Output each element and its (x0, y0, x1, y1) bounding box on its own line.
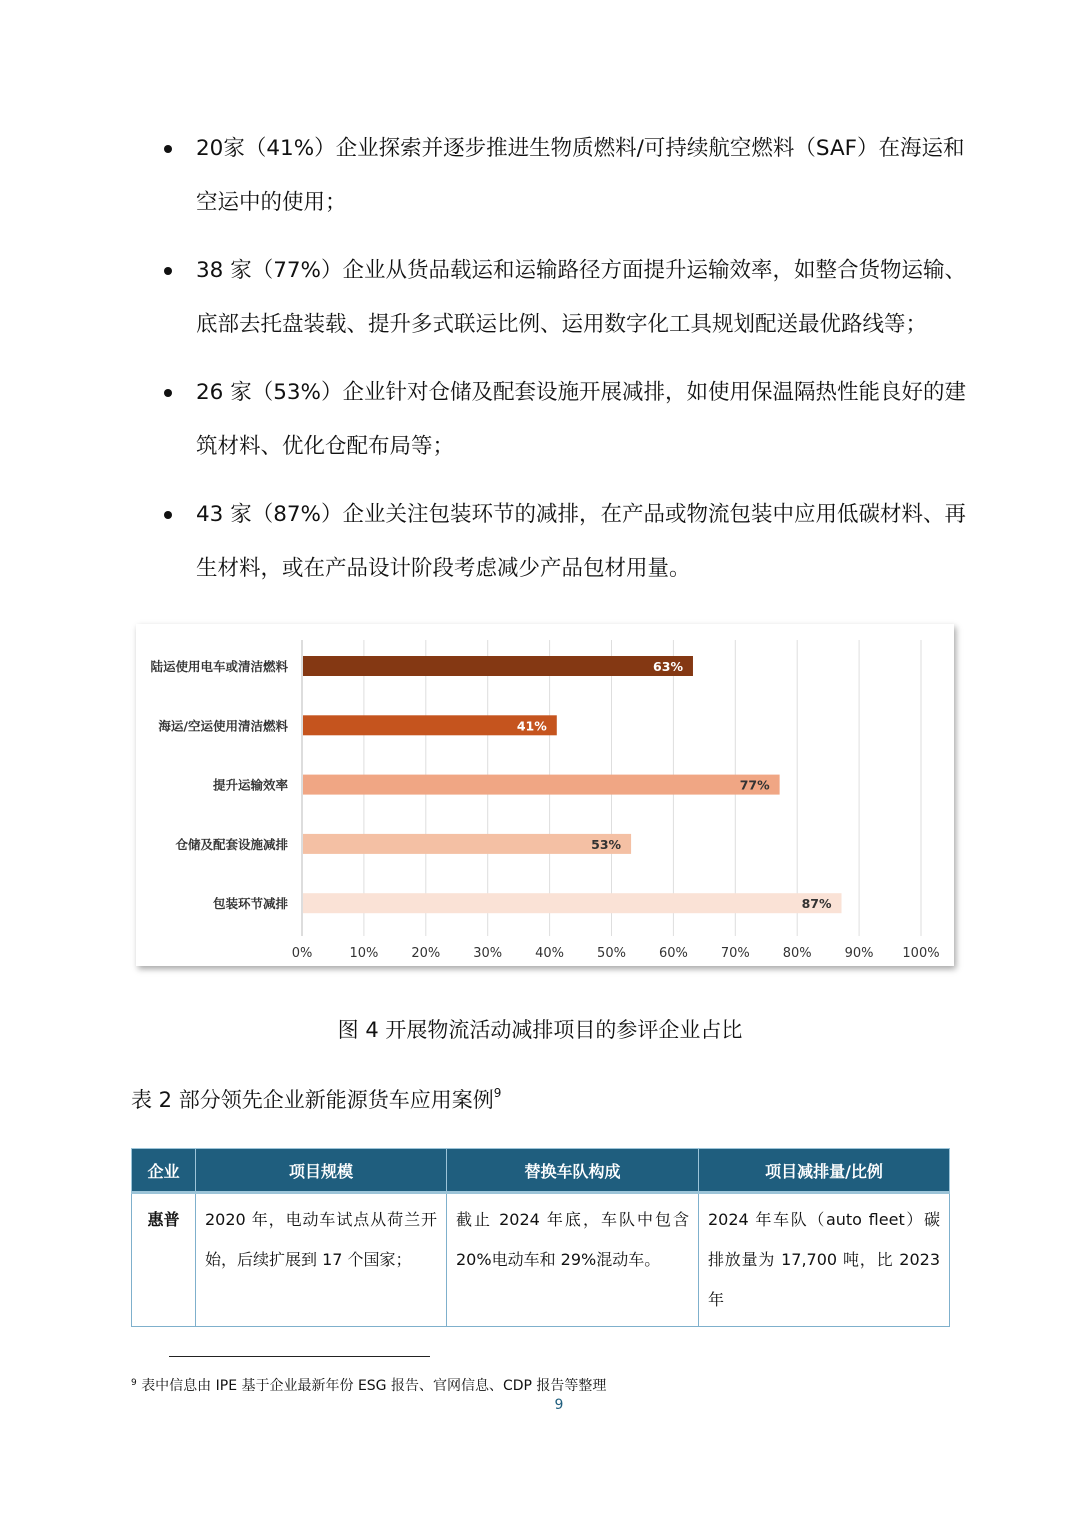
bullet-item (160, 244, 980, 352)
category-label: 提升运输效率 (212, 777, 288, 793)
footnote-mark: 9 (131, 1378, 137, 1388)
category-label: 仓储及配套设施减排 (175, 836, 288, 852)
header-project-scale: 项目规模 (196, 1149, 447, 1193)
bullet-dot-icon (164, 145, 172, 153)
figure-caption: 图 4 开展物流活动减排项目的参评企业占比 (337, 1018, 743, 1042)
x-tick-label: 0% (291, 946, 313, 961)
x-tick-label: 60% (658, 946, 688, 961)
table-title-footnote-mark: 9 (493, 1086, 502, 1100)
bullet-dot-icon (164, 511, 172, 519)
x-tick-label: 70% (720, 946, 750, 961)
header-emission-reduction: 项目减排量/比例 (699, 1149, 950, 1193)
x-tick-label: 10% (349, 946, 379, 961)
x-tick-label: 30% (473, 946, 503, 961)
bar-value-label: 41% (516, 718, 547, 734)
bullet-text: 38 家（77%）企业从货品载运和运输路径方面提升运输效率，如整合货物运输、底部去托盘装载、提升多式联运比例、运用数字化工具规划配送最优路线等； (196, 258, 966, 337)
bullet-text: 43 家（87%）企业关注包装环节的减排，在产品或物流包装中应用低碳材料、再生材料，或在产品设计阶段考虑减少产品包材用量。 (196, 502, 966, 581)
header-fleet-composition: 替换车队构成 (447, 1149, 699, 1193)
bullet-dot-icon (164, 389, 172, 397)
x-tick-label: 40% (535, 946, 565, 961)
bar-value-label: 63% (653, 659, 683, 674)
category-label: 陆运使用电车或清洁燃料 (150, 659, 288, 674)
bar (303, 656, 693, 676)
bar (303, 893, 842, 913)
cell-company: 惠普 (132, 1193, 196, 1327)
footnote-divider (169, 1356, 430, 1357)
header-company: 企业 (132, 1149, 196, 1193)
bullet-item (160, 122, 980, 230)
table-row (132, 1193, 950, 1327)
category-label: 海运/空运使用清洁燃料 (158, 718, 288, 734)
footnote-text: 表中信息由 IPE 基于企业最新年份 ESG 报告、官网信息、CDP 报告等整理 (141, 1378, 607, 1394)
bullet-text: 26 家（53%）企业针对仓储及配套设施开展减排，如使用保温隔热性能良好的建筑材料、优化仓配布局等； (196, 380, 966, 459)
category-label: 包装环节减排 (212, 896, 288, 912)
table-title (131, 1084, 501, 1114)
page-number: 9 (554, 1397, 564, 1413)
case-table (131, 1148, 950, 1327)
bar-value-label: 53% (591, 836, 622, 852)
footnote (131, 1375, 606, 1395)
x-tick-label: 50% (597, 946, 626, 961)
cell-fleet-composition: 截止 2024 年底，车队中包含 20%电动车和 29%混动车。 (447, 1193, 699, 1327)
x-tick-label: 90% (844, 946, 874, 961)
x-tick-label: 80% (782, 946, 812, 961)
table-header-row (132, 1149, 950, 1193)
bar-chart (136, 624, 954, 966)
bullet-text: 20家（41%）企业探索并逐步推进生物质燃料/可持续航空燃料（SAF）在海运和空运中的使用； (196, 136, 965, 215)
bar-value-label: 87% (801, 896, 832, 912)
cell-project-scale: 2020 年，电动车试点从荷兰开始，后续扩展到 17 个国家； (196, 1193, 447, 1327)
bullet-dot-icon (164, 267, 172, 275)
bullet-list (160, 122, 980, 610)
bar-value-label: 77% (739, 777, 770, 793)
bar (303, 834, 631, 854)
bar (303, 775, 780, 795)
table-title-text: 表 2 部分领先企业新能源货车应用案例 (131, 1088, 494, 1112)
bar-chart-svg (136, 624, 954, 966)
bullet-item (160, 366, 980, 474)
x-tick-label: 20% (411, 946, 441, 961)
bullet-item (160, 488, 980, 596)
cell-emission-reduction: 2024 年车队（auto fleet）碳排放量为 17,700 吨，比 2023 年 (699, 1193, 950, 1327)
x-tick-label: 100% (902, 946, 940, 961)
